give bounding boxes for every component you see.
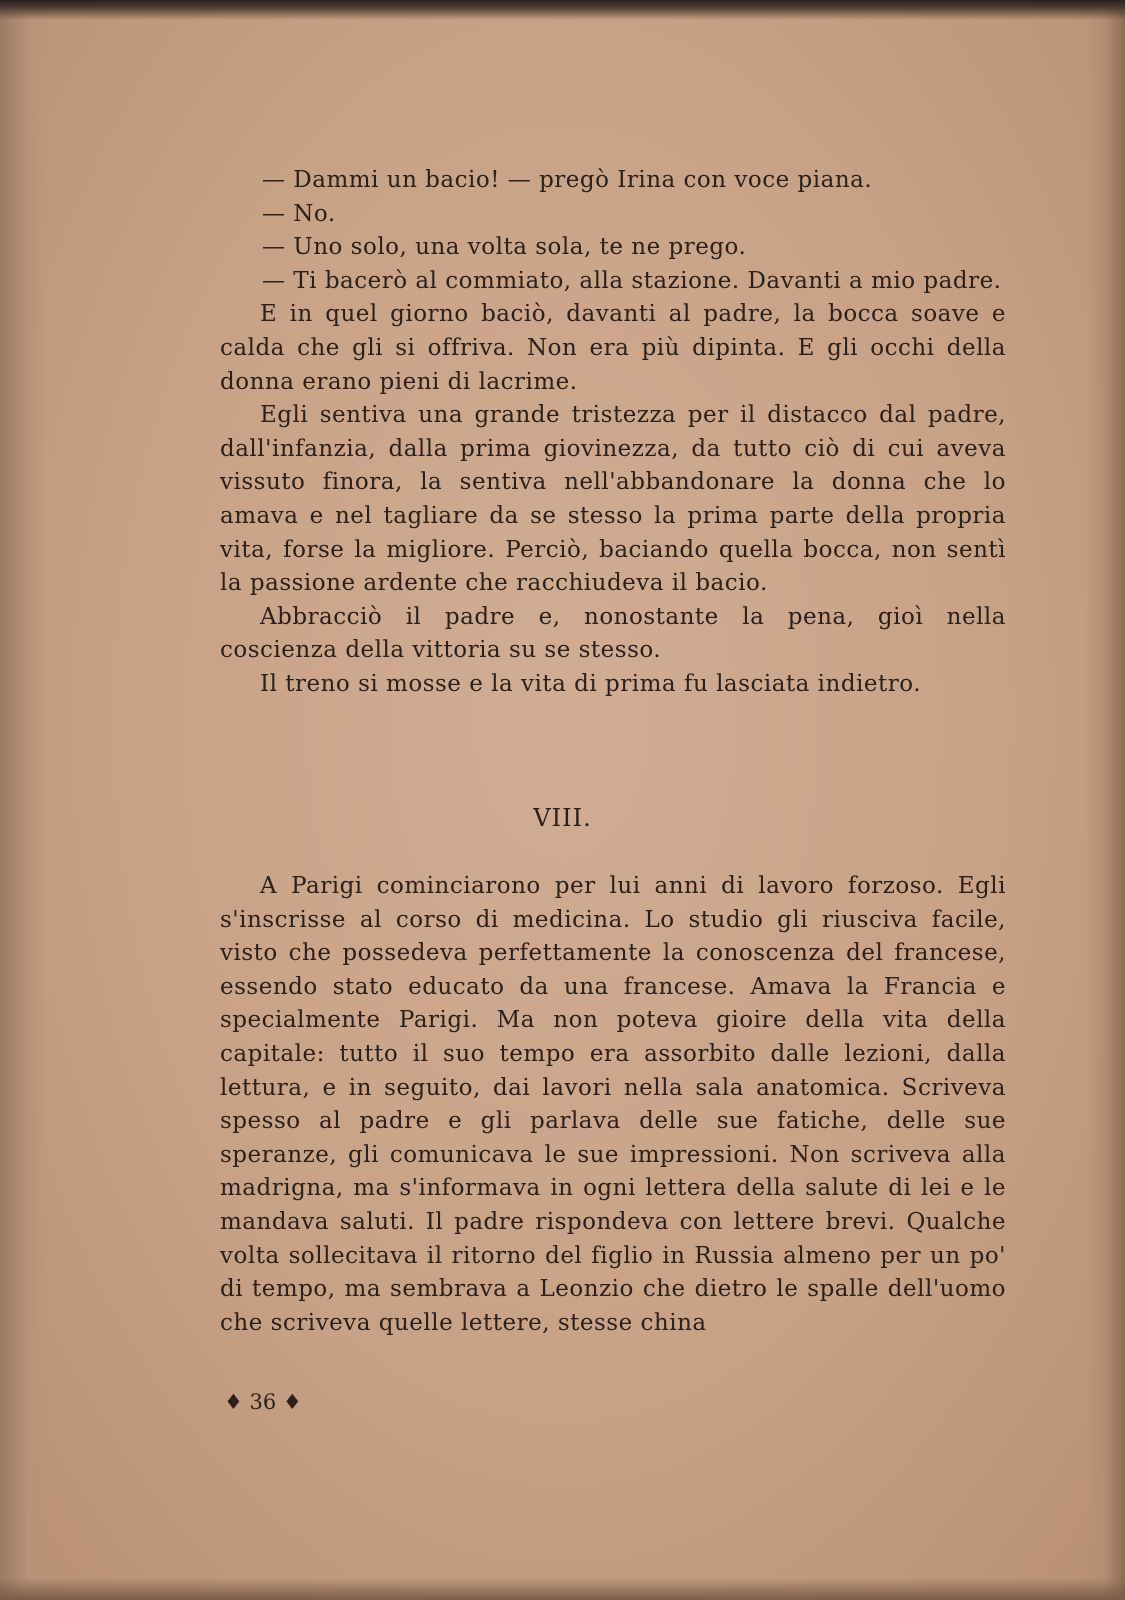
paragraph: E in quel giorno baciò, davanti al padre, la bocca soave e calda che gli si offriva. Non era più dipinta. E gli occhi della donna erano pieni di lacrime. xyxy=(220,301,1006,395)
paragraph: Abbracciò il padre e, nonostante la pena, gioì nella coscienza della vittoria su se stesso. xyxy=(220,603,1006,664)
dialog-line: — Ti bacerò al commiato, alla stazione. Davanti a mio padre. xyxy=(262,267,1002,294)
paragraph: Il treno si mosse e la vita di prima fu lasciata indietro. xyxy=(260,670,922,697)
text-section-2 xyxy=(220,870,1006,1340)
page-number: ♦ 36 ♦ xyxy=(224,1390,302,1414)
page-edge-left xyxy=(0,0,48,1600)
page-edge-bottom xyxy=(0,1578,1125,1600)
dialog-line: — No. xyxy=(262,200,336,227)
chapter-heading: VIII. xyxy=(533,804,592,832)
dialog-line: — Dammi un bacio! — pregò Irina con voce piana. xyxy=(262,167,873,193)
text-section-1 xyxy=(220,164,1006,702)
page-edge-top xyxy=(0,0,1125,20)
paragraph: Egli sentiva una grande tristezza per il distacco dal padre, dall'infanzia, dalla prima giovinezza, da tutto ciò di cui aveva vissuto finora, la sentiva nell'abbandonare la donna che lo amava e nel tagliare da se stesso la prima parte della propria vita, forse la migliore. Perciò, baciando quella bocca, non sentì la passione ardente che racchiudeva il bacio. xyxy=(220,402,1006,597)
page-edge-right xyxy=(1085,0,1125,1600)
dialog-line: — Uno solo, una volta sola, te ne prego. xyxy=(262,234,747,261)
paragraph: A Parigi cominciarono per lui anni di lavoro forzoso. Egli s'inscrisse al corso di medicina. Lo studio gli riusciva facile, visto che possedeva perfettamente la conoscenza del francese, essendo stato educato da una francese. Amava la Francia e specialmente Parigi. Ma non poteva gioire della vita della capitale: tutto il suo tempo era assorbito dalle lezioni, dalla lettura, e in seguito, dai lavori nella sala anatomica. Scriveva spesso al padre e gli parlava delle sue fatiche, delle sue speranze, gli comunicava le sue impressioni. Non scriveva alla madrigna, ma s'informava in ogni lettera della salute di lei e le mandava saluti. Il padre rispondeva con lettere brevi. Qualche volta sollecitava il ritorno del figlio in Russia almeno per un po' di tempo, ma sembrava a Leonzio che dietro le spalle dell'uomo che scriveva quelle lettere, stesse china xyxy=(220,873,1006,1336)
